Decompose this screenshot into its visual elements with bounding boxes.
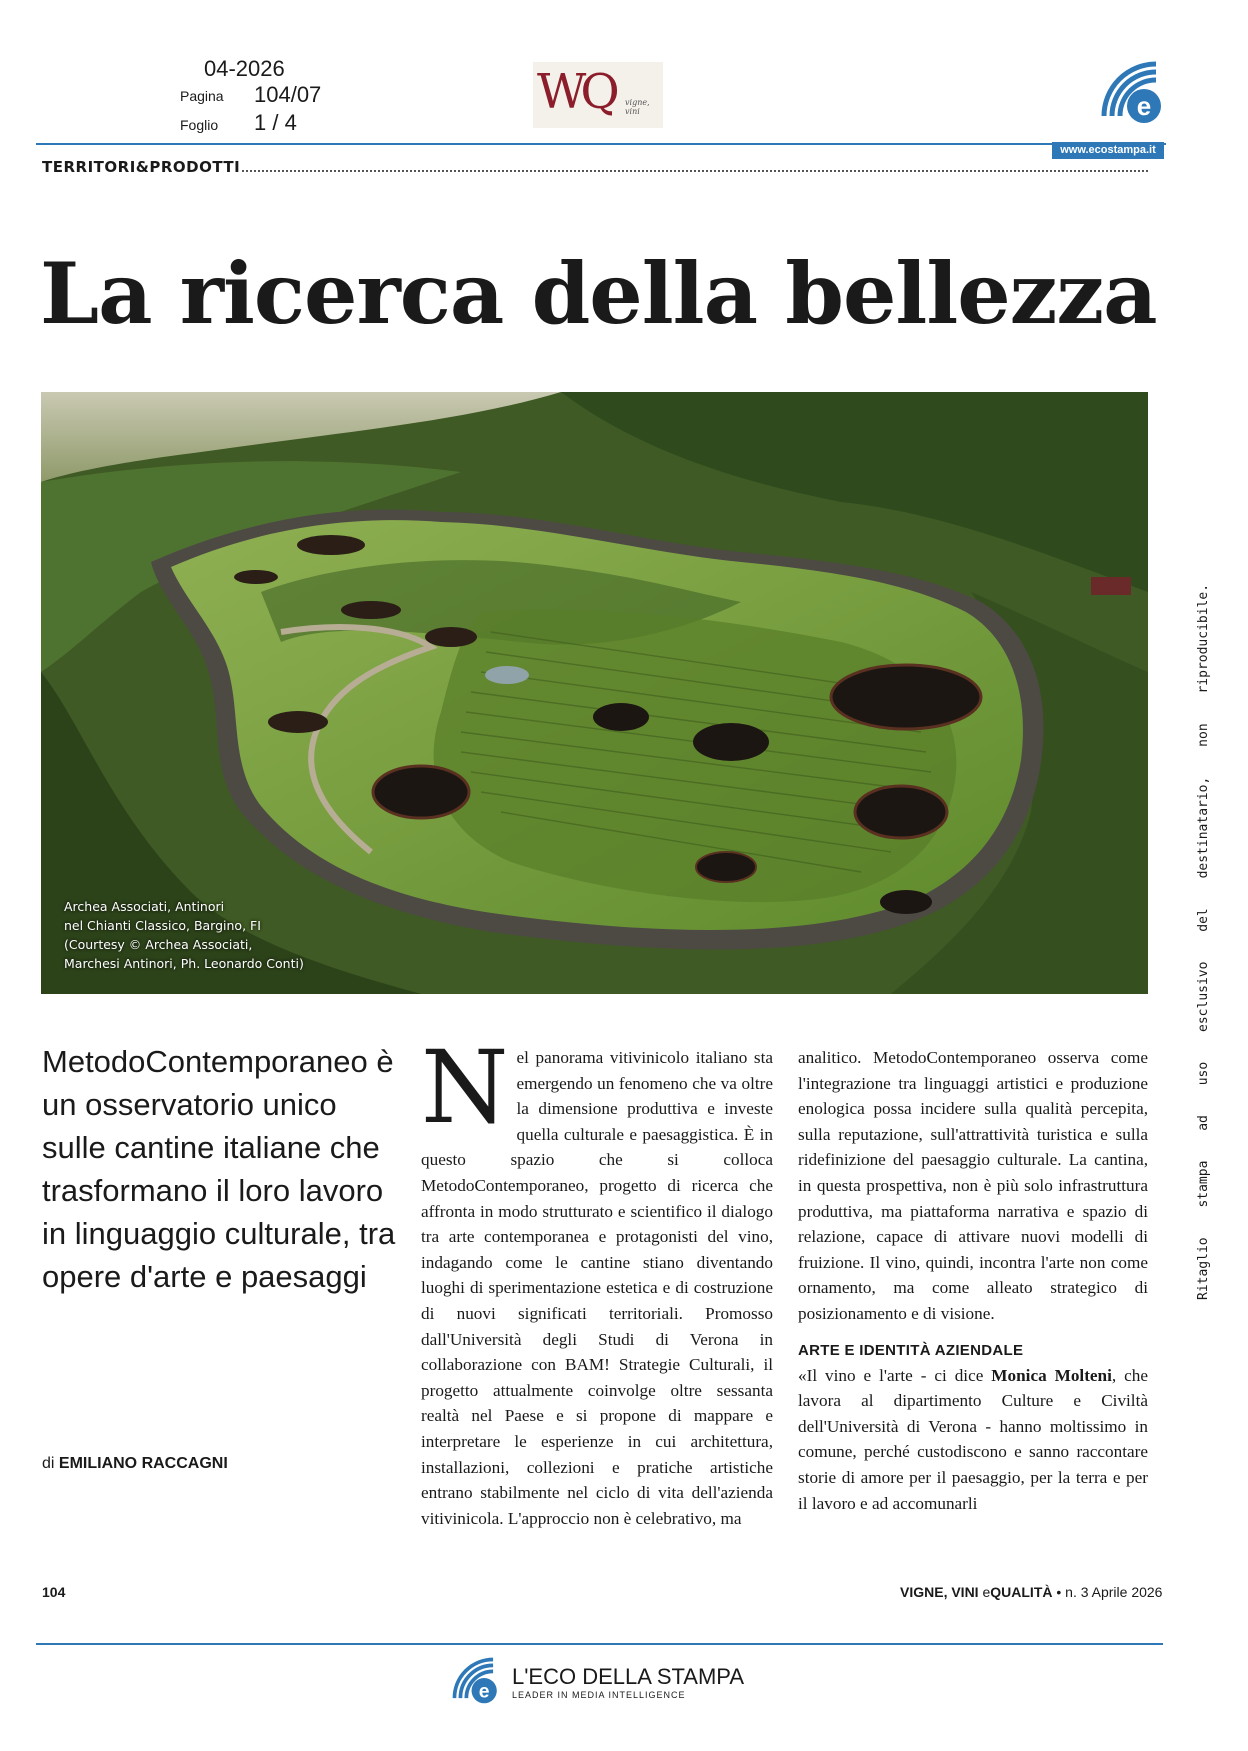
article-column-2 xyxy=(798,1045,1148,1516)
page-label: Pagina xyxy=(180,88,224,104)
eco-footer-tagline: LEADER IN MEDIA INTELLIGENCE xyxy=(512,1690,686,1700)
caption-line: nel Chianti Classico, Bargino, FI xyxy=(64,918,261,933)
photo-caption xyxy=(64,897,304,973)
article-text xyxy=(798,1363,1148,1517)
ecostampa-logo-icon xyxy=(1098,58,1168,128)
publication-logo-text: WQ xyxy=(537,64,614,120)
page-number: 104 xyxy=(42,1584,66,1600)
publication-logo xyxy=(533,62,663,128)
publication-logo-sub: vigne, vini xyxy=(625,98,650,116)
byline-author: EMILIANO RACCAGNI xyxy=(58,1455,228,1472)
byline-prefix: di xyxy=(42,1455,55,1472)
magazine-footer xyxy=(900,1584,1162,1600)
eco-footer-logo-icon xyxy=(450,1655,502,1712)
sheet-label: Foglio xyxy=(180,117,219,133)
quote-intro: «Il vino e l'arte - ci dice xyxy=(798,1365,992,1385)
svg-text:e: e xyxy=(1136,91,1152,121)
article-subhead: ARTE E IDENTITÀ AZIENDALE xyxy=(798,1341,1024,1359)
dotted-divider xyxy=(242,170,1148,172)
bottom-rule xyxy=(36,1643,1163,1645)
top-rule xyxy=(36,143,1166,145)
standfirst: MetodoContemporaneo è un osservatorio unico sulle cantine italiane che trasformano il loro lavoro in linguaggio culturale, tra opere d'arte e paesaggi xyxy=(42,1044,396,1294)
article-text: el panorama vitivinicolo italiano sta emergendo un fenomeno che va oltre la dimensione produttiva e investe quella culturale e paesaggistica. È in questo spazio che si colloca MetodoContemporaneo, progetto di ricerca che affronta in modo strutturato e scientifico il dialogo tra arte contemporanea e protagonisti del vino, indagando come le cantine stiano diventando luoghi di sperimentazione estetica e di costruzione di nuovi significati territoriali. Promosso dall'Università degli Studi di Verona in collaborazione con BAM! Strategie Culturali, il progetto attualmente coinvolge oltre sessanta realtà nel Paese e si propone di mappare e interpretare le esperienze in cui architettura, installazioni, collezioni e pratiche artistiche entrano stabilmente nel ciclo di vita dell'azienda vitivinicola. L'approccio non è celebrativo, ma xyxy=(421,1048,773,1528)
caption-line: Marchesi Antinori, Ph. Leonardo Conti) xyxy=(64,956,304,971)
bullet: • xyxy=(1056,1584,1062,1600)
caption-line: Archea Associati, Antinori xyxy=(64,899,225,914)
headline: La ricerca della bellezza xyxy=(40,244,1157,343)
issue-info: n. 3 Aprile 2026 xyxy=(1065,1584,1163,1600)
caption-line: (Courtesy © Archea Associati, xyxy=(64,937,253,952)
article-column-1 xyxy=(421,1029,773,1531)
svg-text:e: e xyxy=(478,1681,490,1703)
section-tag: TERRITORI&PRODOTTI xyxy=(42,158,241,176)
quoted-person: Monica Molteni xyxy=(991,1365,1112,1385)
page-value: 104/07 xyxy=(254,82,322,107)
article-text: analitico. MetodoContemporaneo osserva come l'integrazione tra linguaggi artistici e produzione enologica possa incidere sulla qualità percepita, sulla reputazione, sull'attrattività turistica e sulla ridefinizione del paesaggio culturale. La cantina, in questa prospettiva, non è più solo infrastruttura produttiva, ma piattaforma narrativa e spazio di relazione, capace di attivare nuovi modelli di fruizione. Il vino, quindi, incontra l'arte non come ornamento, ma come alleato strategico di posizionamento e di visione. xyxy=(798,1048,1148,1323)
magazine-name: VIGNE, VINI xyxy=(900,1584,979,1600)
sheet-value: 1 / 4 xyxy=(254,110,297,135)
magazine-qualita: QUALITÀ xyxy=(990,1584,1053,1600)
ecostampa-url[interactable]: www.ecostampa.it xyxy=(1052,142,1164,159)
eco-footer-name: L'ECO DELLA STAMPA xyxy=(512,1664,745,1689)
drop-cap: N xyxy=(421,1029,509,1146)
reproduction-notice: Ritaglio stampa ad uso esclusivo del destinatario, non riproducibile. xyxy=(1196,583,1211,1300)
quote-continuation: , che lavora al dipartimento Culture e Civiltà dell'Università di Verona - hanno moltissimo in comune, perché custodiscono e sanno raccontare storie di amore per il paesaggio, per la terra e per il lavoro e ad accomunarli xyxy=(798,1365,1149,1513)
magazine-e: e xyxy=(982,1584,991,1600)
clip-date: 04-2026 xyxy=(204,56,285,81)
byline xyxy=(42,1455,228,1473)
